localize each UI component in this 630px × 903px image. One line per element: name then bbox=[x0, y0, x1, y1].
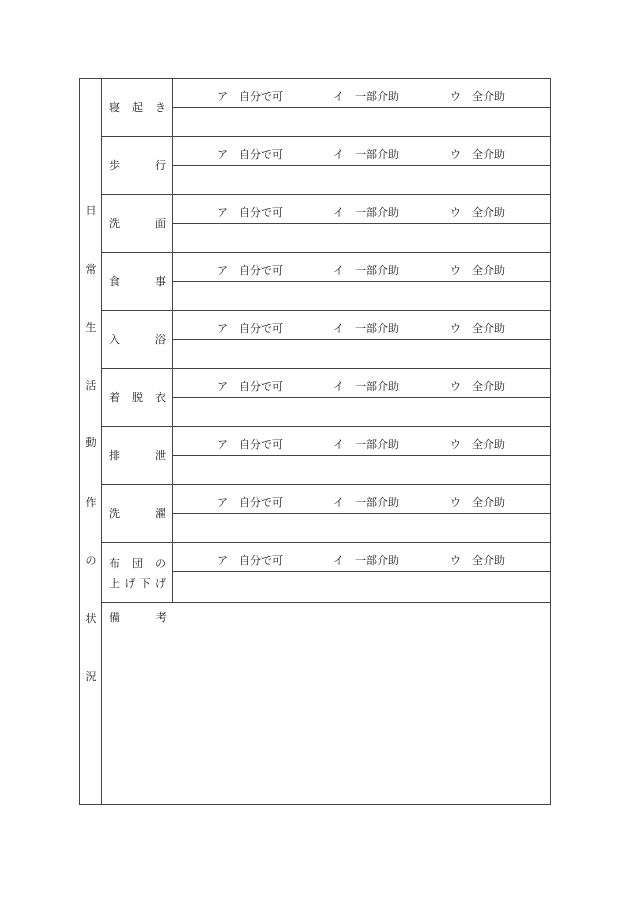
option-partial-assist[interactable]: イ 一部介助 bbox=[333, 264, 399, 277]
row-face-washing bbox=[102, 195, 551, 253]
option-independent[interactable]: ア 自分で可 bbox=[217, 148, 283, 161]
row-label-char: の bbox=[155, 557, 166, 570]
row-label bbox=[102, 543, 173, 602]
row-futon-handling bbox=[102, 543, 551, 603]
section-title-char: 日 bbox=[85, 204, 97, 217]
row-label-char: げ bbox=[124, 577, 136, 590]
option-partial-assist[interactable]: イ 一部介助 bbox=[333, 496, 399, 509]
option-independent[interactable]: ア 自分で可 bbox=[217, 438, 283, 451]
row-eating bbox=[102, 253, 551, 311]
row-label bbox=[102, 427, 173, 484]
remarks-label-char: 考 bbox=[156, 611, 167, 624]
option-partial-assist[interactable]: イ 一部介助 bbox=[333, 438, 399, 451]
row-label-char: 布 bbox=[109, 557, 120, 570]
row-label-char: 面 bbox=[155, 217, 166, 230]
options-line bbox=[173, 253, 551, 282]
row-label-char: 洗 bbox=[109, 507, 120, 520]
remarks-area[interactable] bbox=[102, 603, 551, 804]
row-label-char: 浴 bbox=[155, 333, 166, 346]
option-independent[interactable]: ア 自分で可 bbox=[217, 264, 283, 277]
section-title-char: 活 bbox=[85, 379, 97, 392]
row-label-char: 排 bbox=[109, 449, 120, 462]
row-label bbox=[102, 137, 173, 194]
option-full-assist[interactable]: ウ 全介助 bbox=[450, 380, 505, 393]
option-full-assist[interactable]: ウ 全介助 bbox=[450, 496, 505, 509]
option-full-assist[interactable]: ウ 全介助 bbox=[450, 438, 505, 451]
option-independent[interactable]: ア 自分で可 bbox=[217, 380, 283, 393]
row-laundry bbox=[102, 485, 551, 543]
row-label-char: 衣 bbox=[155, 391, 166, 404]
remarks-label-char: 備 bbox=[109, 611, 120, 624]
row-label-char: 寝 bbox=[109, 101, 120, 114]
row-label-char: 歩 bbox=[109, 159, 120, 172]
section-title-char: 生 bbox=[85, 321, 97, 334]
options-line bbox=[173, 543, 551, 572]
option-independent[interactable]: ア 自分で可 bbox=[217, 206, 283, 219]
row-label bbox=[102, 79, 173, 136]
option-partial-assist[interactable]: イ 一部介助 bbox=[333, 380, 399, 393]
section-title-char: の bbox=[85, 554, 97, 567]
option-full-assist[interactable]: ウ 全介助 bbox=[450, 206, 505, 219]
options-line bbox=[173, 485, 551, 514]
row-label-char: 入 bbox=[109, 333, 120, 346]
options-line bbox=[173, 427, 551, 456]
row-label-char: 事 bbox=[155, 275, 166, 288]
option-full-assist[interactable]: ウ 全介助 bbox=[450, 322, 505, 335]
daily-living-form bbox=[79, 78, 551, 805]
row-label-char: 食 bbox=[109, 275, 120, 288]
row-label-char: 洗 bbox=[109, 217, 120, 230]
row-label-char: げ bbox=[154, 577, 166, 590]
options-line bbox=[173, 311, 551, 340]
row-label-char: 着 bbox=[109, 391, 120, 404]
row-label bbox=[102, 485, 173, 542]
options-line bbox=[173, 195, 551, 224]
row-label-char: 上 bbox=[109, 577, 120, 590]
option-independent[interactable]: ア 自分で可 bbox=[217, 322, 283, 335]
option-partial-assist[interactable]: イ 一部介助 bbox=[333, 322, 399, 335]
option-full-assist[interactable]: ウ 全介助 bbox=[450, 148, 505, 161]
option-full-assist[interactable]: ウ 全介助 bbox=[450, 264, 505, 277]
options-line bbox=[173, 137, 551, 166]
options-line bbox=[173, 369, 551, 398]
options-line bbox=[173, 79, 551, 108]
row-label-char: 起 bbox=[132, 101, 143, 114]
row-label-char: 行 bbox=[155, 159, 166, 172]
option-independent[interactable]: ア 自分で可 bbox=[217, 90, 283, 103]
option-full-assist[interactable]: ウ 全介助 bbox=[450, 554, 505, 567]
row-label bbox=[102, 369, 173, 426]
section-title-char: 動 bbox=[85, 436, 97, 449]
row-bathing bbox=[102, 311, 551, 369]
row-label-char: 団 bbox=[132, 557, 143, 570]
row-toileting bbox=[102, 427, 551, 485]
section-title-char: 作 bbox=[85, 496, 97, 509]
row-label-char: き bbox=[155, 101, 166, 114]
option-independent[interactable]: ア 自分で可 bbox=[217, 554, 283, 567]
row-walking bbox=[102, 137, 551, 195]
remarks-label bbox=[109, 609, 167, 625]
option-independent[interactable]: ア 自分で可 bbox=[217, 496, 283, 509]
row-label-char: 下 bbox=[139, 577, 151, 590]
row-label-char: 脱 bbox=[132, 391, 143, 404]
option-partial-assist[interactable]: イ 一部介助 bbox=[333, 90, 399, 103]
row-label bbox=[102, 195, 173, 252]
row-dressing bbox=[102, 369, 551, 427]
section-title-char: 況 bbox=[85, 670, 97, 683]
section-title-column bbox=[80, 79, 102, 804]
option-full-assist[interactable]: ウ 全介助 bbox=[450, 90, 505, 103]
option-partial-assist[interactable]: イ 一部介助 bbox=[333, 206, 399, 219]
row-getting-up bbox=[102, 79, 551, 137]
row-label-char: 濯 bbox=[155, 507, 166, 520]
section-title-char: 常 bbox=[85, 263, 97, 276]
row-label-char: 泄 bbox=[155, 449, 166, 462]
section-title-char: 状 bbox=[85, 612, 97, 625]
option-partial-assist[interactable]: イ 一部介助 bbox=[333, 554, 399, 567]
row-label bbox=[102, 253, 173, 310]
option-partial-assist[interactable]: イ 一部介助 bbox=[333, 148, 399, 161]
row-label bbox=[102, 311, 173, 368]
